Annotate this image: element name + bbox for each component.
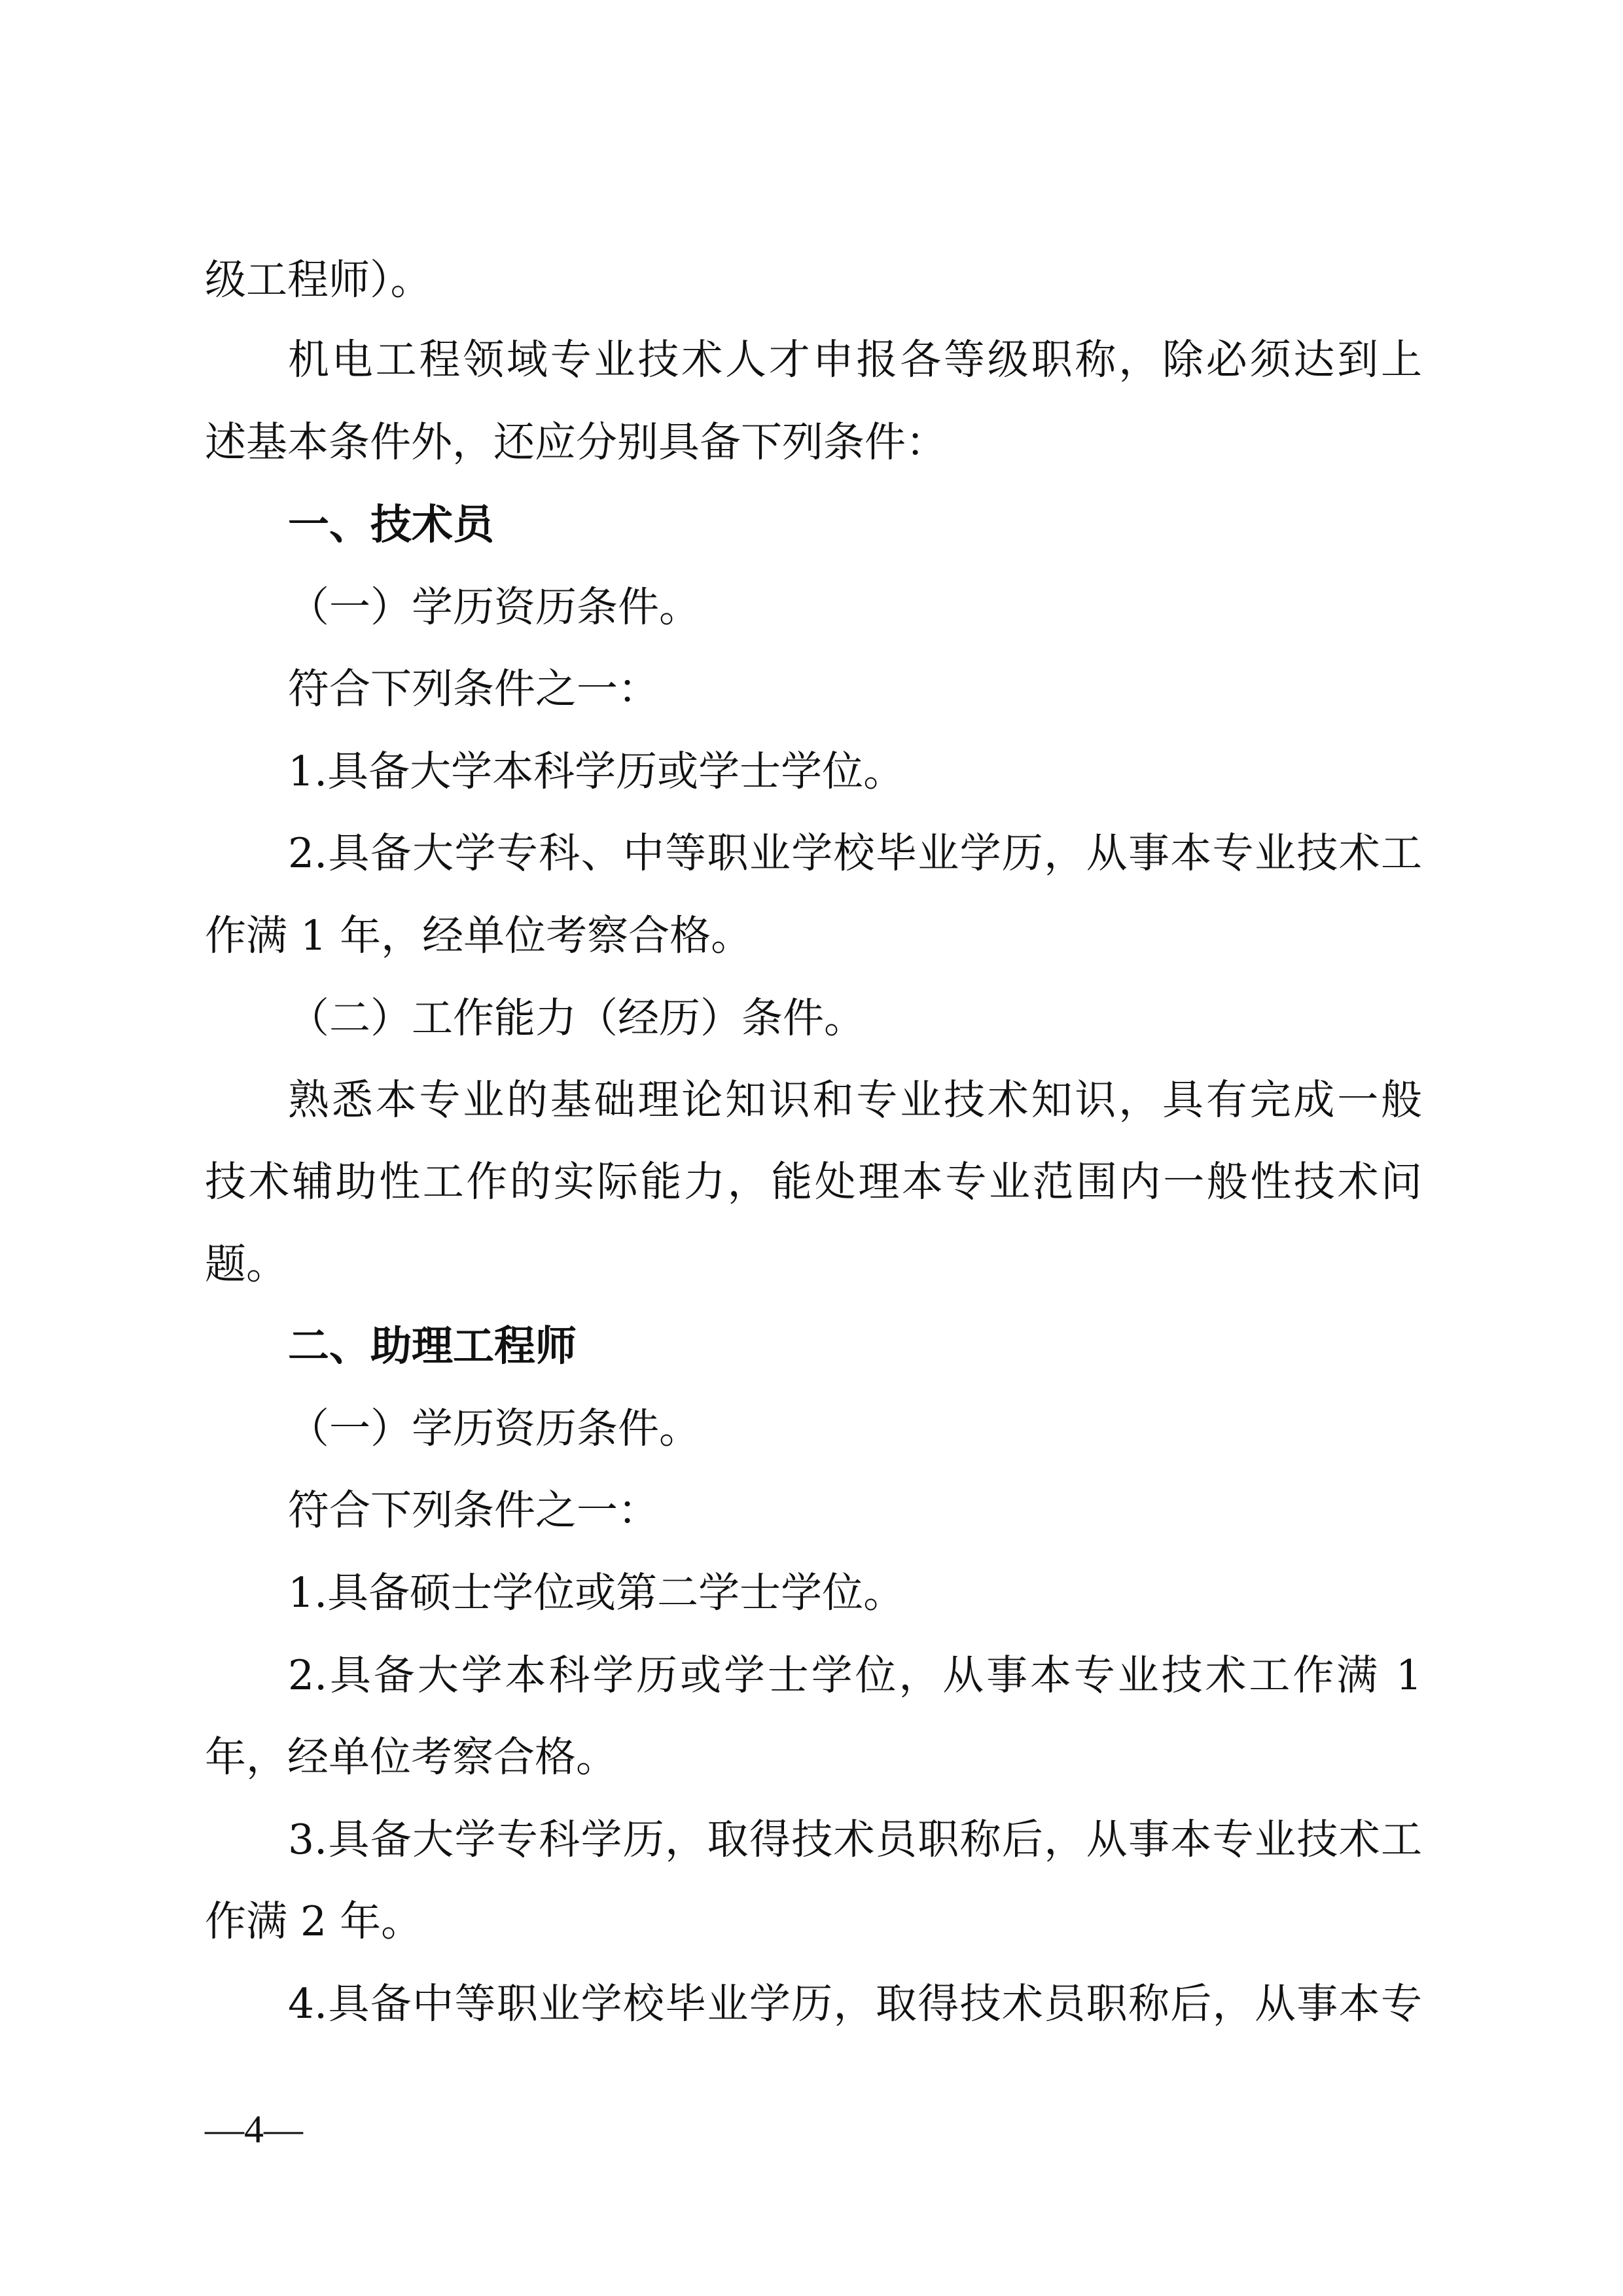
paragraph-line: 题。 bbox=[205, 1240, 287, 1288]
list-item-continuation: 作满 1 年，经单位考察合格。 bbox=[205, 912, 753, 960]
intro-paragraph-line: 机电工程领域专业技术人才申报各等级职称，除必须达到上 bbox=[288, 336, 1422, 384]
subsection-heading: （一）学历资历条件。 bbox=[288, 583, 700, 631]
list-item-continuation: 作满 2 年。 bbox=[205, 1897, 423, 1945]
paragraph-line: 技术辅助性工作的实际能力，能处理本专业范围内一般性技术问 bbox=[205, 1158, 1422, 1206]
list-item: 4.具备中等职业学校毕业学历，取得技术员职称后，从事本专 bbox=[288, 1980, 1422, 2028]
list-item-continuation: 年，经单位考察合格。 bbox=[205, 1733, 617, 1781]
paragraph-line: 熟悉本专业的基础理论知识和专业技术知识，具有完成一般 bbox=[288, 1076, 1422, 1124]
list-item: 2.具备大学专科、中等职业学校毕业学历，从事本专业技术工 bbox=[288, 829, 1422, 877]
section-heading-assistant-engineer: 二、助理工程师 bbox=[288, 1322, 577, 1370]
subsection-heading: （一）学历资历条件。 bbox=[288, 1405, 700, 1452]
list-item: 1.具备大学本科学历或学士学位。 bbox=[288, 747, 905, 795]
subsection-heading: （二）工作能力（经历）条件。 bbox=[288, 994, 865, 1042]
list-item: 3.具备大学专科学历，取得技术员职称后，从事本专业技术工 bbox=[288, 1816, 1422, 1863]
intro-paragraph-line: 述基本条件外，还应分别具备下列条件： bbox=[205, 418, 947, 466]
list-item: 2.具备大学本科学历或学士学位，从事本专业技术工作满 1 bbox=[288, 1651, 1422, 1699]
paragraph-line: 符合下列条件之一： bbox=[288, 665, 659, 713]
page-number: —4— bbox=[205, 2108, 303, 2151]
list-item: 1.具备硕士学位或第二学士学位。 bbox=[288, 1569, 905, 1617]
section-heading-technician: 一、技术员 bbox=[288, 501, 494, 548]
continuation-line: 级工程师）。 bbox=[205, 256, 432, 304]
paragraph-line: 符合下列条件之一： bbox=[288, 1486, 659, 1534]
